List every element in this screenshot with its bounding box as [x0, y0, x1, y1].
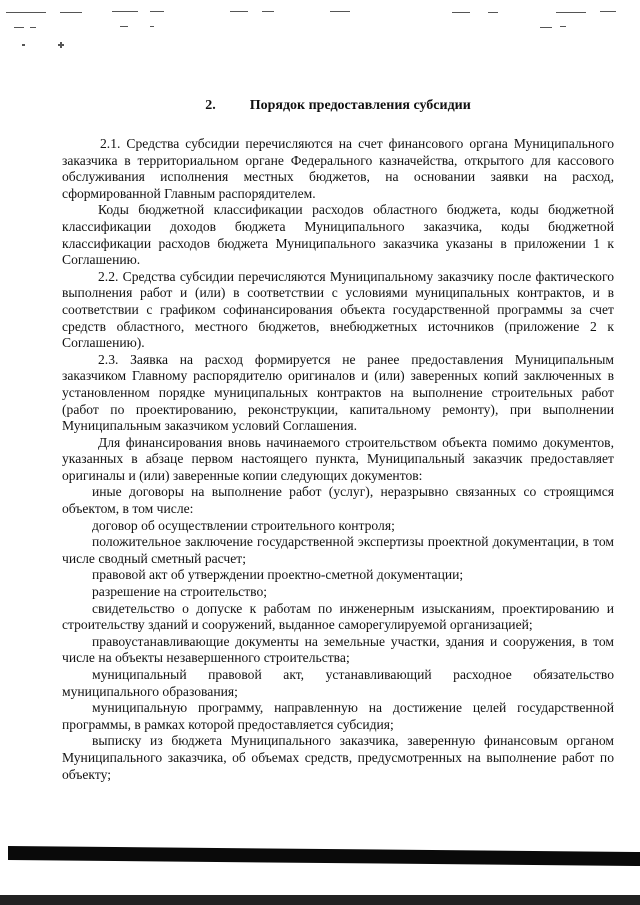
scan-artifacts [0, 0, 640, 60]
section-number: 2. [205, 98, 216, 113]
list-item: разрешение на строительство; [92, 584, 268, 600]
list-item: муниципальную программу, направленную на достижение целей государственной программы, в рамках которой предоставляется субсидия; [62, 700, 614, 732]
paragraph: Для финансирования вновь начинаемого строительством объекта помимо документов, указанных в абзаце первом настоящего пункта, Муниципальный заказчик предоставляет оригиналы и (или) заверенные копии следующих документов: [62, 434, 614, 483]
list-item: муниципальный правовой акт, устанавливающий расходное обязательство муниципального образования; [62, 667, 614, 699]
paragraph: Коды бюджетной классификации расходов областного бюджета, коды бюджетной классификации доходов бюджета Муниципального заказчика, коды бюджетной классификации расходов бюджета Муниципального заказчика указаны в приложении 1 к Соглашению. [62, 202, 614, 268]
scan-bottom-edge [0, 846, 640, 905]
document-page [62, 98, 614, 783]
list-item: договор об осуществлении строительного контроля; [92, 517, 395, 533]
section-title: Порядок предоставления субсидии [249, 98, 471, 113]
paragraph: 2.1. Средства субсидии перечисляются на счет финансового органа Муниципального заказчика в территориальном органе Федерального казначейства, открытого для кассового обслуживания исполнения местных бюджетов, на основании заявки на расход, сформированной Главным распорядителем. [62, 136, 614, 201]
section-heading [62, 98, 614, 114]
list-item: правоустанавливающие документы на земельные участки, здания и сооружения, в том числе на объекты незавершенного строительства; [62, 633, 614, 666]
list-item: иные договоры на выполнение работ (услуг), неразрывно связанных со строящимся объектом, в том числе: [62, 484, 614, 517]
list-item: положительное заключение государственной экспертизы проектной документации, в том числе сводный сметный расчет; [62, 534, 614, 566]
list-item: правовой акт об утверждении проектно-сметной документации; [92, 567, 464, 583]
list-item: выписку из бюджета Муниципального заказчика, заверенную финансовым органом Муниципального заказчика, об объемах средств, предусмотренных на выполнение работ по объекту; [62, 733, 614, 782]
list-item: свидетельство о допуске к работам по инженерным изысканиям, проектированию и строительству зданий и сооружений, выданное саморегулируемой организацией; [62, 600, 614, 633]
paragraph: 2.2. Средства субсидии перечисляются Муниципальному заказчику после фактического выполнения работ и (или) в соответствии с условиями муниципальных контрактов, и в соответствии с графиком софинансирования объекта государственной программы за счет средств областного, местного бюджетов, внебюджетных источников (приложение 2 к Соглашению). [62, 268, 614, 351]
paragraph: 2.3. Заявка на расход формируется не ранее предоставления Муниципальным заказчиком Главному распорядителю оригиналов и (или) заверенных копий заключенных в установленном порядке муниципальных контрактов на выполнение строительных работ (работ по проектированию, реконструкции, капитальному ремонту), при выполнении Муниципальным заказчиком условий Соглашения. [62, 351, 614, 434]
